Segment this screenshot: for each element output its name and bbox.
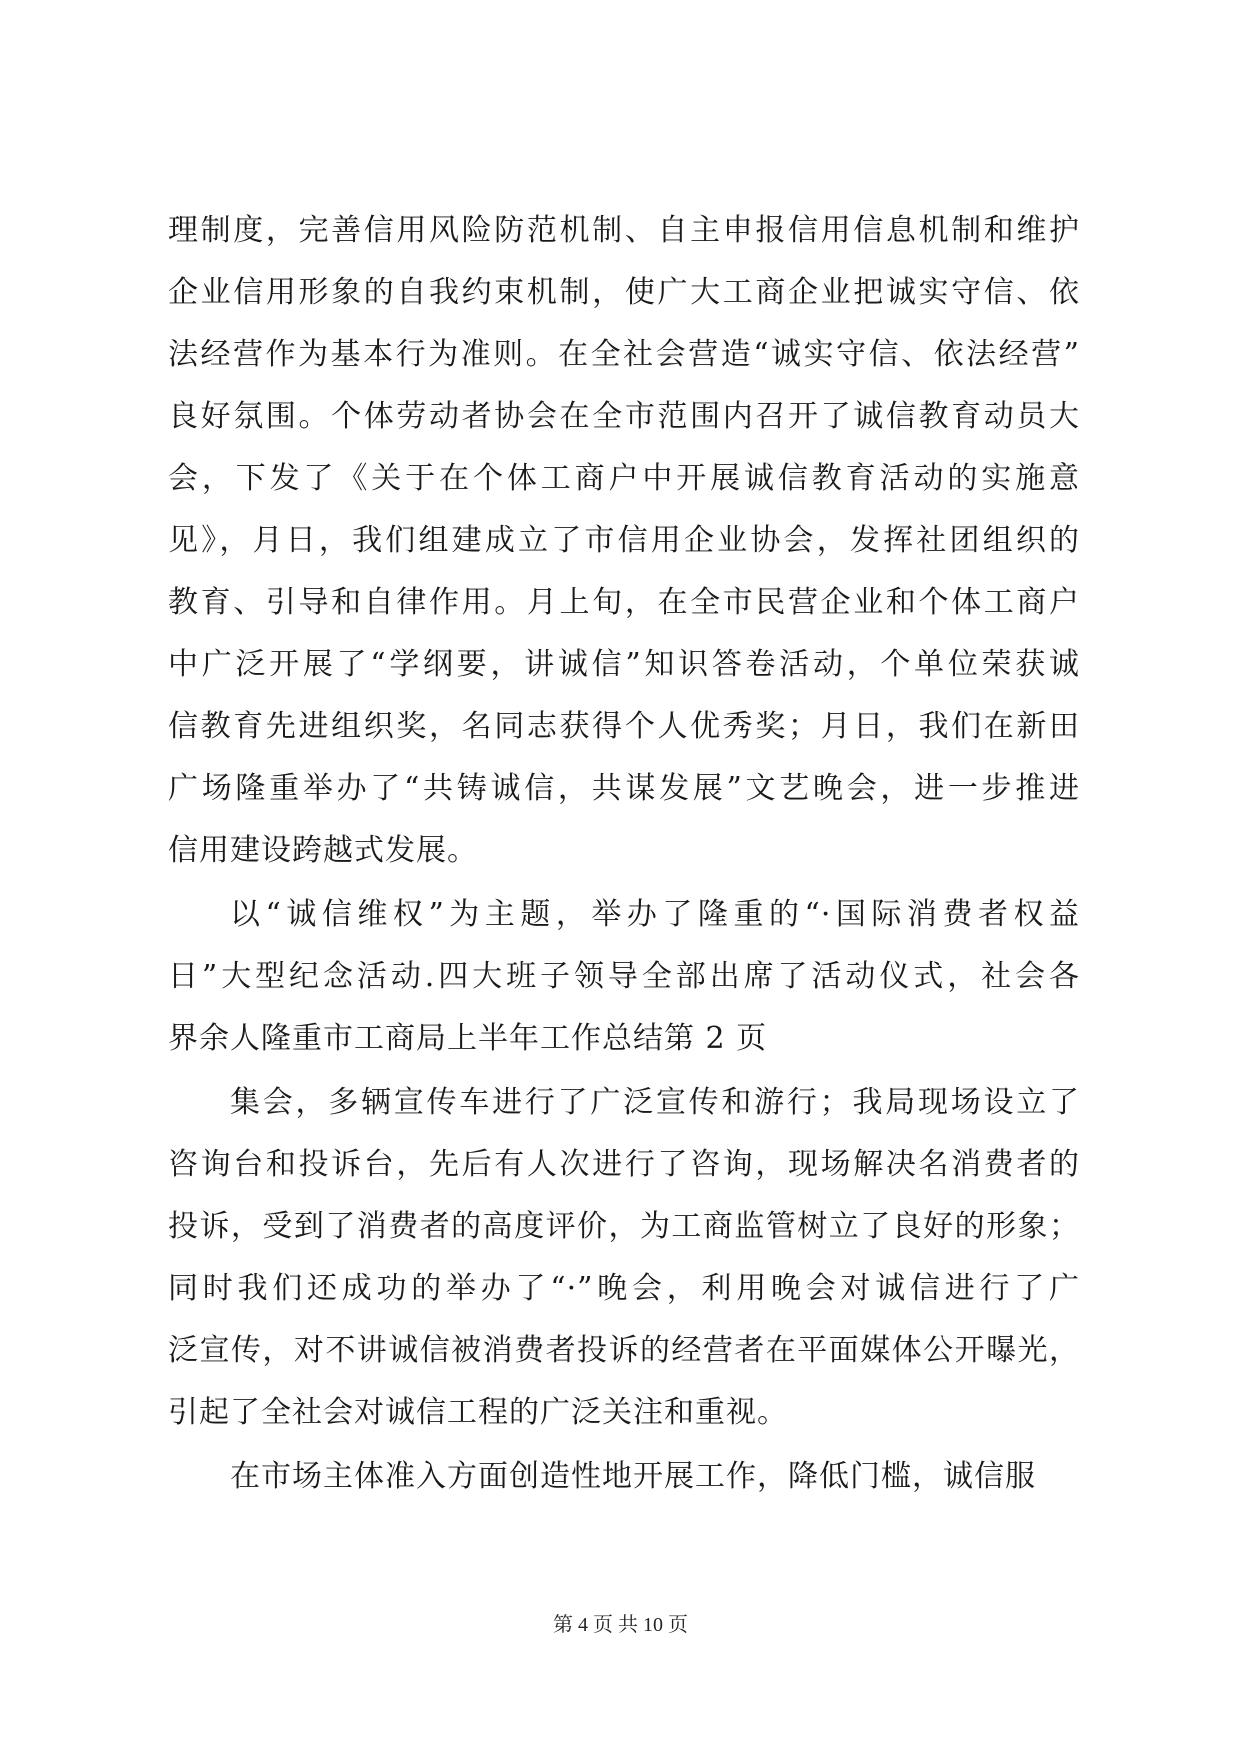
text-line: 见》，月日，我们组建成立了市信用企业协会，发挥社团组织的 [168,523,1080,558]
text-line: 日”大型纪念活动.四大班子领导全部出席了活动仪式，社会各 [168,959,1080,994]
text-line: 中广泛开展了“学纲要，讲诚信”知识答卷活动，个单位荣获诚 [168,647,1080,682]
text-line: 良好氛围。个体劳动者协会在全市范围内召开了诚信教育动员大 [168,399,1080,434]
text-line: 法经营作为基本行为准则。在全社会营造“诚实守信、依法经营” [168,337,1080,372]
paragraph [168,884,1080,1070]
text-line: 广场隆重举办了“共铸诚信，共谋发展”文艺晚会，进一步推进 [168,771,1080,806]
text-line: 咨询台和投诉台，先后有人次进行了咨询，现场解决名消费者的 [168,1147,1080,1182]
text-line: 信教育先进组织奖，名同志获得个人优秀奖；月日，我们在新田 [168,709,1080,744]
paragraph [168,200,1080,882]
text-line: 理制度，完善信用风险防范机制、自主申报信用信息机制和维护 [168,213,1080,248]
paragraph [168,1072,1080,1444]
text-line: 引起了全社会对诚信工程的广泛关注和重视。 [168,1395,788,1430]
text-line: 投诉，受到了消费者的高度评价，为工商监管树立了良好的形象； [168,1209,1080,1244]
text-line: 会，下发了《关于在个体工商户中开展诚信教育活动的实施意 [168,461,1080,496]
text-line: 泛宣传，对不讲诚信被消费者投诉的经营者在平面媒体公开曝光， [168,1333,1080,1368]
text-line: 企业信用形象的自我约束机制，使广大工商企业把诚实守信、依 [168,275,1080,310]
text-line: 集会，多辆宣传车进行了广泛宣传和游行；我局现场设立了 [230,1085,1080,1120]
text-line: 以“诚信维权”为主题，举办了隆重的“·国际消费者权益 [230,897,1080,932]
text-line: 在市场主体准入方面创造性地开展工作，降低门槛，诚信服 [230,1459,1036,1494]
page-footer: 第 4 页 共 10 页 [553,1614,688,1636]
paragraph [168,1446,1080,1508]
text-line: 同时我们还成功的举办了“·”晚会，利用晚会对诚信进行了广 [168,1271,1080,1306]
text-line: 教育、引导和自律作用。月上旬，在全市民营企业和个体工商户 [168,585,1080,620]
text-line: 信用建设跨越式发展。 [168,833,478,868]
document-body [168,200,1080,1508]
text-line: 界余人隆重市工商局上半年工作总结第 2 页 [168,1021,768,1056]
